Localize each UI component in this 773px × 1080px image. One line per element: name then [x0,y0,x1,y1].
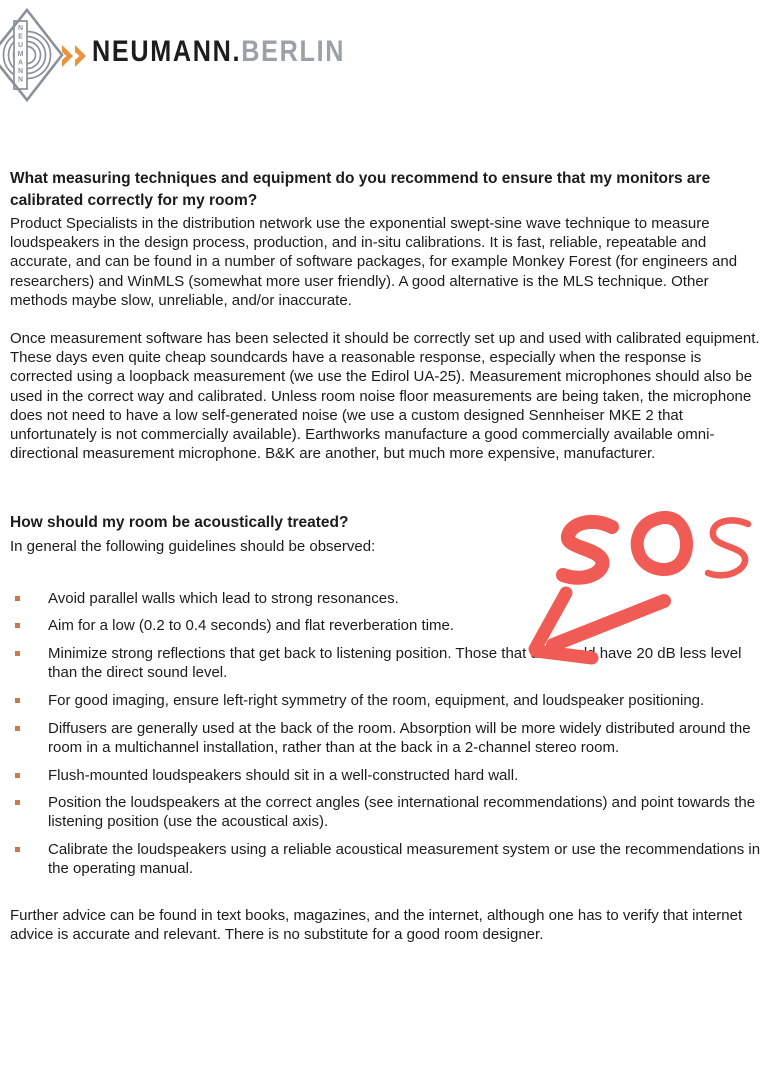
closing-paragraph: Further advice can be found in text books, magazines, and the internet, although one has to verify that internet advice is accurate and relevant. There is no substitute for a good room designer. [10,906,743,943]
brand-wordmark-secondary: BERLIN [241,35,346,68]
bullet-square-icon [15,698,20,703]
bullet-square-icon [15,847,20,852]
question-room-treatment: How should my room be acoustically treated? [10,514,349,532]
bullet-square-icon [15,623,20,628]
list-item-text: Diffusers are generally used at the back of the room. Absorption will be more widely distributed around the room in a multichannel installation, rather than at the back in a 2-channel stereo room. [48,719,751,756]
list-item [10,691,762,710]
bullet-square-icon [15,800,20,805]
list-item [10,719,762,757]
guidelines-intro: In general the following guidelines should be observed: [10,538,376,556]
guidelines-list [10,589,762,879]
list-item-text: For good imaging, ensure left-right symmetry of the room, equipment, and loudspeaker positioning. [48,691,705,709]
bullet-square-icon [15,726,20,731]
list-item-text: Minimize strong reflections that get back to listening position. Those that do should have 20 dB less level than the direct sound level. [48,645,742,682]
list-item-text: Position the loudspeakers at the correct angles (see international recommendations) and point towards the listening position (use the acoustical axis). [48,794,756,831]
bullet-square-icon [15,773,20,778]
list-item [10,793,762,831]
neumann-logo [0,8,420,103]
bullet-square-icon [15,596,20,601]
list-item [10,589,762,608]
brand-wordmark-primary: NEUMANN. [92,35,242,68]
document-content [10,168,762,944]
list-item-text: Avoid parallel walls which lead to strong resonances. [48,589,399,607]
list-item-text: Aim for a low (0.2 to 0.4 seconds) and flat reverberation time. [48,617,455,635]
neumann-diamond-emblem-icon [0,8,64,103]
paragraph-swept-sine: Product Specialists in the distribution network use the exponential swept-sine wave technique to measure loudspeakers in the design process, production, and in-situ calibrations. It is fast, reliable, repeatable and accurate, and can be found in a number of software packages, for example Monkey Forest (for engineers and researchers) and WinMLS (somewhat more user friendly). A good alternative is the MLS technique. Other methods maybe slow, unreliable, and/or inaccurate. [10,215,738,309]
list-item [10,766,762,785]
list-item-text: Calibrate the loudspeakers using a reliable acoustical measurement system or use the recommendations in the operating manual. [48,841,761,878]
list-item [10,840,762,878]
brand-wordmark [92,35,345,69]
paragraph-measurement-setup: Once measurement software has been selected it should be correctly set up and used with calibrated equipment. These days even quite cheap soundcards have a reasonable response, especially when the response is corrected using a loopback measurement (we use the Edirol UA-25). Measurement microphones should also be used in the correct way and calibrated. Unless room noise floor measurements are being taken, the microphone does not need to have a low self-generated noise (we use a custom designed Sennheiser MKE 2 that unfortunately is not commercially available). Earthworks manufacture a good commercially available omni-directional measurement microphone. B&K are another, but much more expensive, manufacturer. [10,330,760,463]
question-measuring-techniques: What measuring techniques and equipment do you recommend to ensure that my monitors are calibrated correctly for my room? [10,170,711,209]
emblem-vertical-text: NEUMANN [17,24,24,86]
bullet-square-icon [15,651,20,656]
list-item [10,644,762,682]
list-item-text: Flush-mounted loudspeakers should sit in a well-constructed hard wall. [48,766,519,784]
double-chevron-icon [62,44,88,68]
list-item [10,616,762,635]
